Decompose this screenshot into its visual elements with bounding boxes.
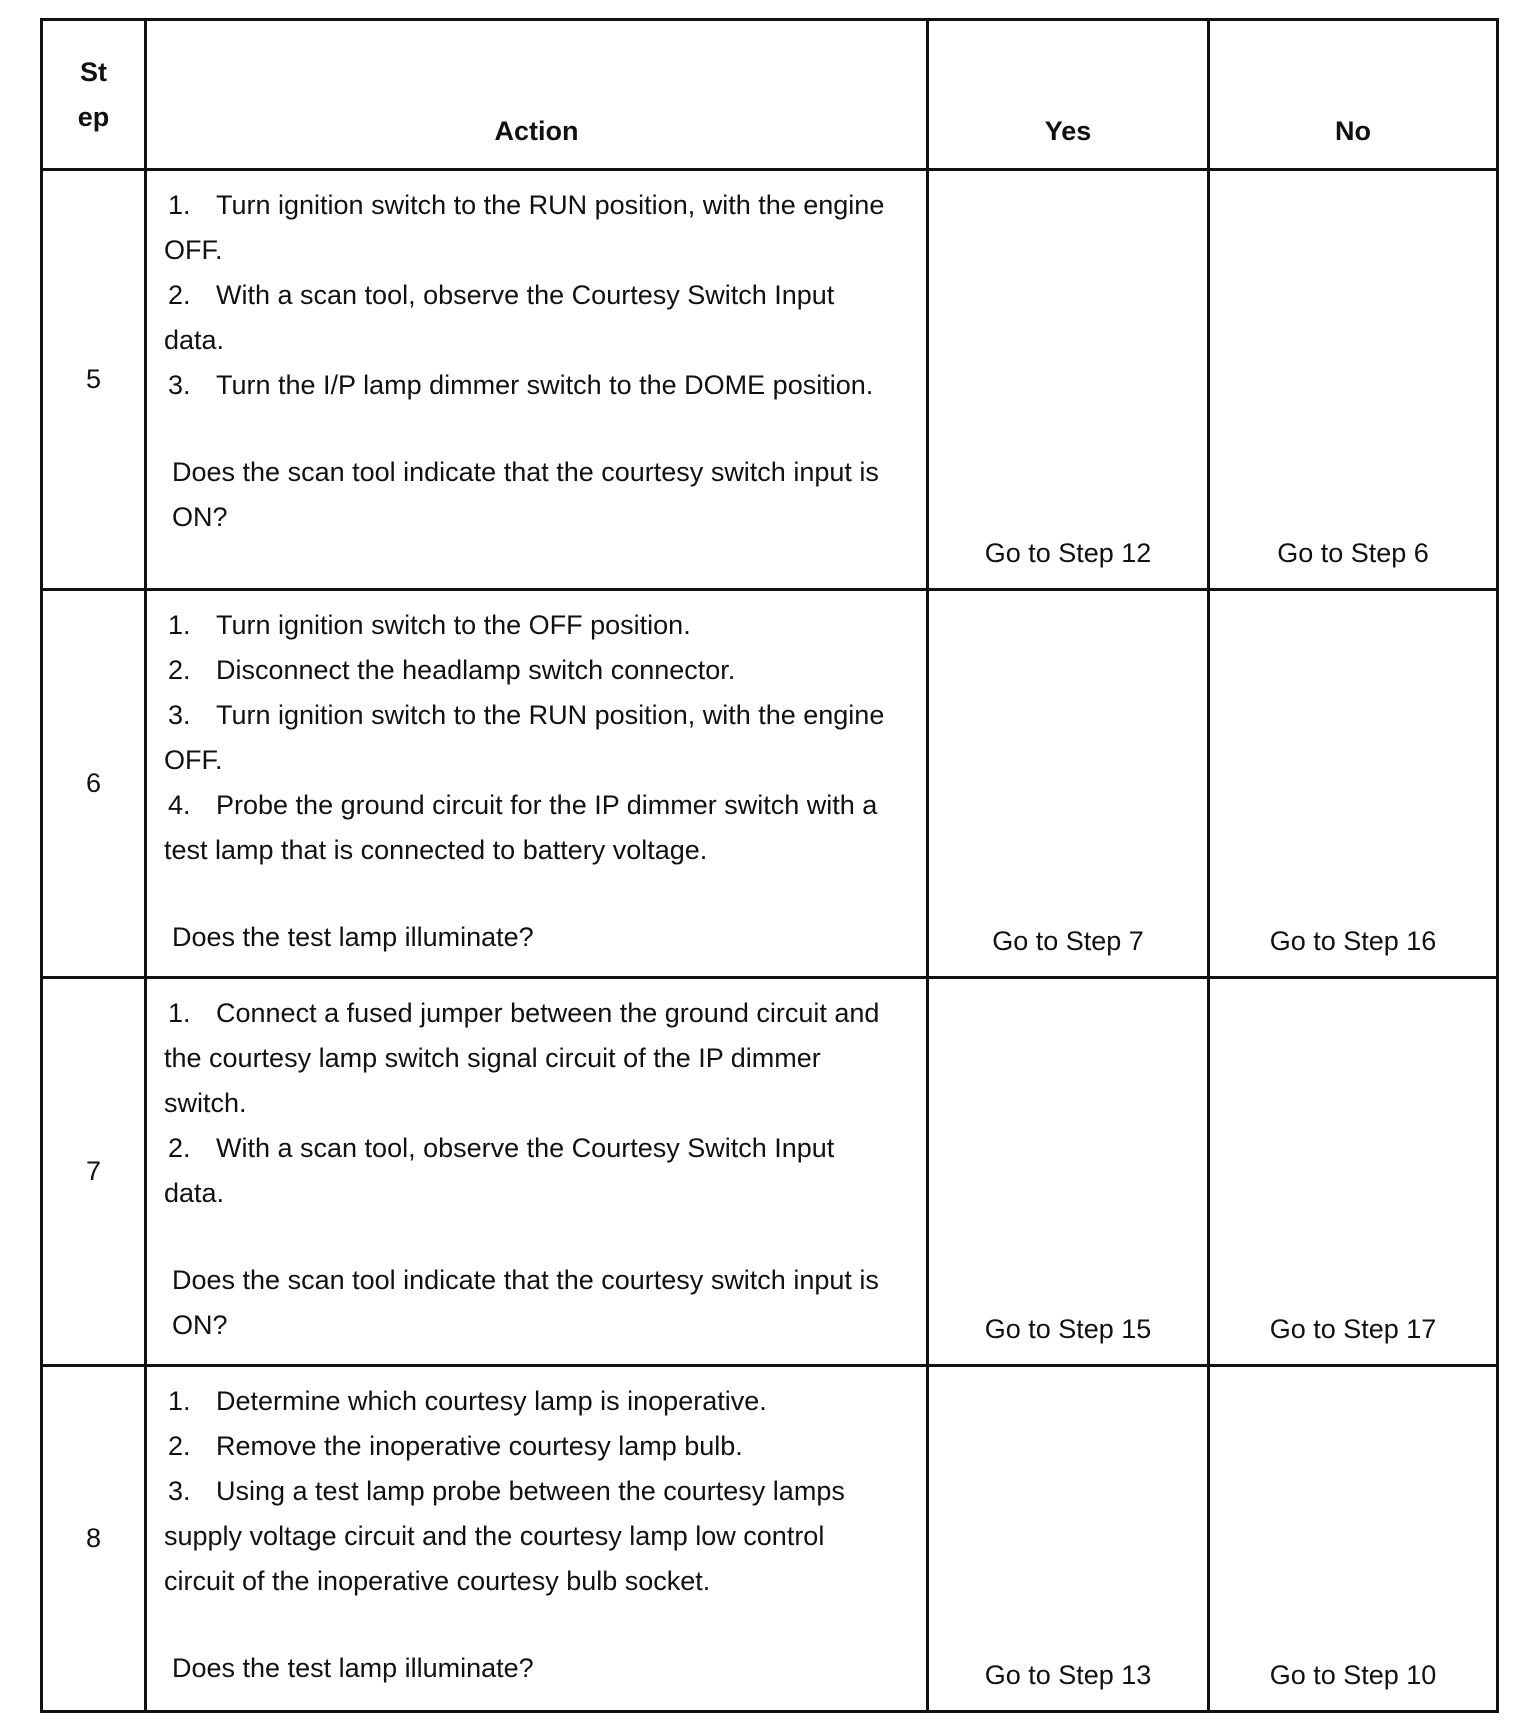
item-text: Turn the I/P lamp dimmer switch to the DOME position. bbox=[216, 370, 874, 400]
action-item bbox=[164, 1126, 886, 1216]
action-cell bbox=[146, 170, 928, 590]
item-number: 2. bbox=[168, 280, 191, 310]
item-number: 3. bbox=[168, 1476, 191, 1506]
action-item bbox=[164, 183, 886, 273]
header-step-line1: St bbox=[80, 56, 107, 87]
yes-result: Go to Step 7 bbox=[928, 590, 1209, 978]
action-cell bbox=[146, 978, 928, 1366]
action-item bbox=[164, 603, 886, 648]
item-number: 3. bbox=[168, 370, 191, 400]
action-question: Does the scan tool indicate that the courtesy switch input is ON? bbox=[172, 457, 879, 532]
no-result: Go to Step 16 bbox=[1209, 590, 1498, 978]
item-text: Determine which courtesy lamp is inoperative. bbox=[216, 1386, 767, 1416]
item-number: 4. bbox=[168, 790, 191, 820]
header-yes: Yes bbox=[928, 20, 1209, 170]
item-text: Turn ignition switch to the RUN position, with the engine OFF. bbox=[164, 700, 885, 775]
step-number: 6 bbox=[42, 590, 146, 978]
item-number: 1. bbox=[168, 1386, 191, 1416]
item-text: Disconnect the headlamp switch connector. bbox=[216, 655, 736, 685]
item-number: 2. bbox=[168, 655, 191, 685]
no-result: Go to Step 10 bbox=[1209, 1366, 1498, 1712]
table-row bbox=[42, 978, 1498, 1366]
action-item bbox=[164, 1379, 886, 1424]
yes-result: Go to Step 12 bbox=[928, 170, 1209, 590]
header-step-line2: ep bbox=[77, 101, 110, 132]
step-number: 7 bbox=[42, 978, 146, 1366]
header-row bbox=[42, 20, 1498, 170]
item-number: 1. bbox=[168, 190, 191, 220]
diagnostic-table bbox=[40, 18, 1499, 1713]
header-step bbox=[42, 20, 146, 170]
table-row bbox=[42, 170, 1498, 590]
item-text: Turn ignition switch to the RUN position, with the engine OFF. bbox=[164, 190, 885, 265]
action-cell bbox=[146, 590, 928, 978]
table-row bbox=[42, 1366, 1498, 1712]
no-result: Go to Step 6 bbox=[1209, 170, 1498, 590]
action-question: Does the scan tool indicate that the courtesy switch input is ON? bbox=[172, 1265, 879, 1340]
item-number: 2. bbox=[168, 1431, 191, 1461]
yes-result: Go to Step 13 bbox=[928, 1366, 1209, 1712]
action-item bbox=[164, 1469, 886, 1604]
item-text: Remove the inoperative courtesy lamp bulb. bbox=[216, 1431, 743, 1461]
item-number: 1. bbox=[168, 610, 191, 640]
item-text: With a scan tool, observe the Courtesy Switch Input data. bbox=[164, 1133, 835, 1208]
step-number: 5 bbox=[42, 170, 146, 590]
action-question: Does the test lamp illuminate? bbox=[172, 922, 534, 952]
item-number: 3. bbox=[168, 700, 191, 730]
yes-result: Go to Step 15 bbox=[928, 978, 1209, 1366]
action-question: Does the test lamp illuminate? bbox=[172, 1653, 534, 1683]
item-text: Using a test lamp probe between the courtesy lamps supply voltage circuit and the courtesy lamp low control circuit of the inoperative courtesy bulb socket. bbox=[164, 1476, 845, 1596]
action-item bbox=[164, 273, 886, 363]
item-text: With a scan tool, observe the Courtesy Switch Input data. bbox=[164, 280, 835, 355]
item-number: 1. bbox=[168, 998, 191, 1028]
action-item bbox=[164, 1424, 886, 1469]
header-no: No bbox=[1209, 20, 1498, 170]
item-text: Connect a fused jumper between the ground circuit and the courtesy lamp switch signal circuit of the IP dimmer switch. bbox=[164, 998, 880, 1118]
header-action: Action bbox=[146, 20, 928, 170]
action-item bbox=[164, 648, 886, 693]
item-text: Probe the ground circuit for the IP dimmer switch with a test lamp that is connected to battery voltage. bbox=[164, 790, 878, 865]
action-item bbox=[164, 991, 886, 1126]
item-number: 2. bbox=[168, 1133, 191, 1163]
table-row bbox=[42, 590, 1498, 978]
no-result: Go to Step 17 bbox=[1209, 978, 1498, 1366]
action-item bbox=[164, 363, 886, 408]
step-number: 8 bbox=[42, 1366, 146, 1712]
item-text: Turn ignition switch to the OFF position. bbox=[216, 610, 691, 640]
action-item bbox=[164, 693, 886, 783]
action-item bbox=[164, 783, 886, 873]
action-cell bbox=[146, 1366, 928, 1712]
